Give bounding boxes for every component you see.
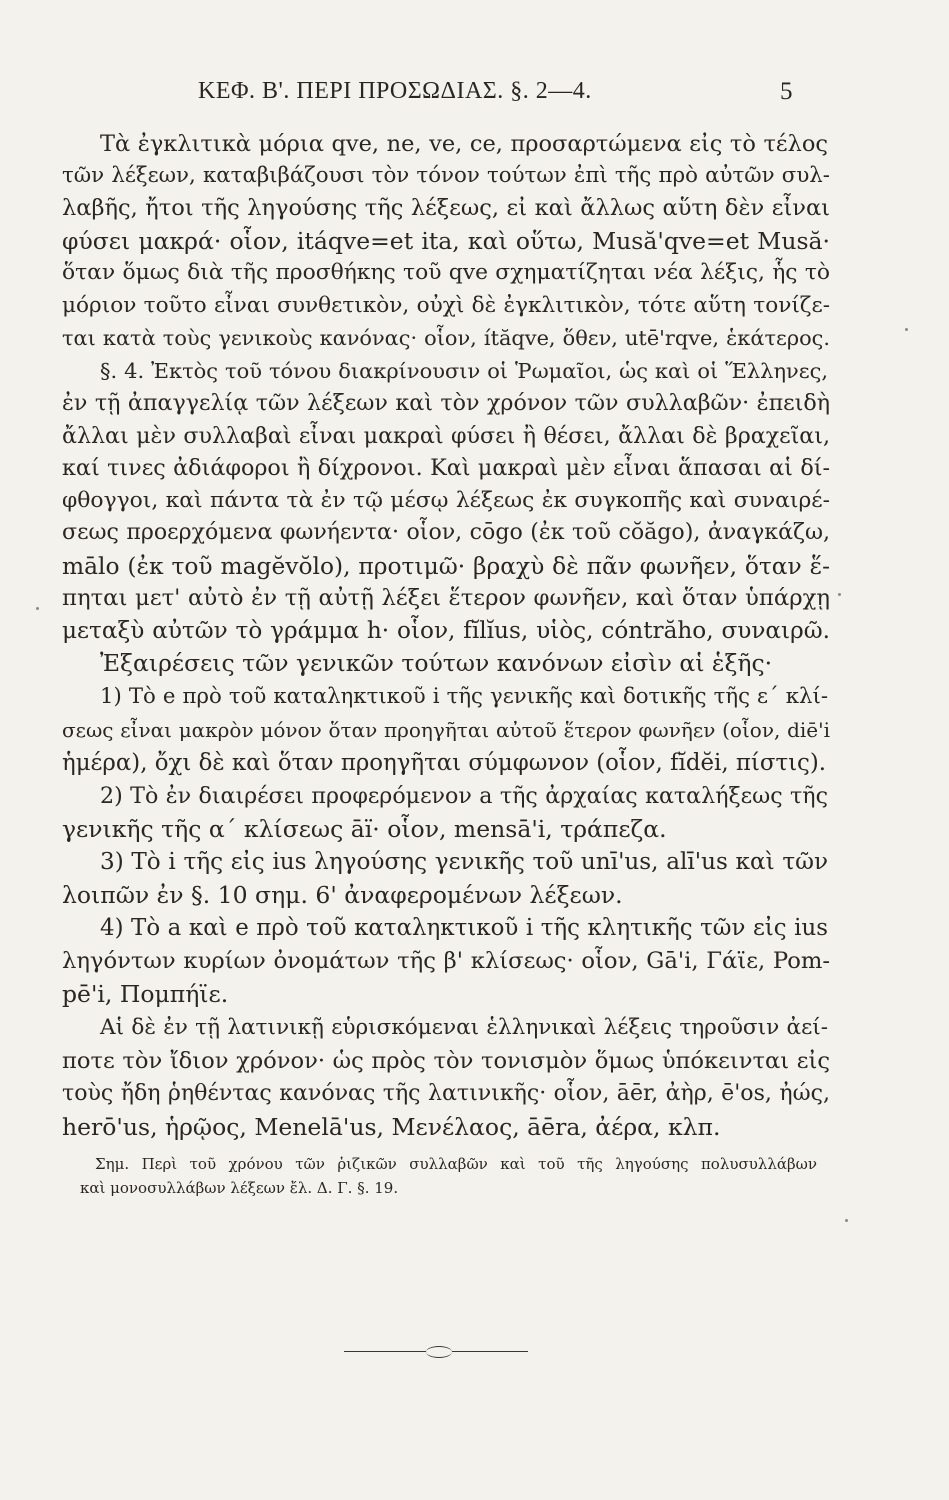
paragraph-line: ται κατὰ τοὺς γενικοὺς κανόνας· οἷον, ítăqve, ὅθεν, utē'rqve, ἑκάτερος. [62,326,830,350]
section-4-heading-line: §. 4. Ἐκτὸς τοῦ τόνου διακρίνουσιν οἱ Ῥωμαῖοι, ὡς καὶ οἱ Ἕλληνες, [100,359,828,383]
rule-left-bar [344,1351,426,1352]
rule-1-line: 1) Τὸ e πρὸ τοῦ καταληκτικοῦ i τῆς γενικῆς καὶ δοτικῆς τῆς ε΄ κλί- [100,684,828,709]
page-number: 5 [780,78,793,105]
footnote-line: καὶ μονοσυλλάβων λέξεων ἔλ. Δ. Γ. §. 19. [80,1179,399,1197]
paragraph-line: ἡμέρα), ὄχι δὲ καὶ ὅταν προηγῆται σύμφωνον (οἷον, fĭdĕi, πίστις). [62,750,827,776]
paragraph-line: φύσει μακρά· οἷον, itáqve=et ita, καὶ οὕτω, Musă'qve=et Musă· [62,227,830,255]
paragraph-line: πηται μετ' αὐτὸ ἐν τῇ αὐτῇ λέξει ἕτερον φωνῆεν, καὶ ὅταν ὑπάρχῃ [62,585,830,611]
ornamental-rule [344,1345,528,1357]
page-header [0,78,949,118]
paragraph-line: herō'us, ἡρῷος, Menelā'us, Μενέλαος, āēra, ἀέρα, κλπ. [62,1113,721,1141]
paragraph-line: mālo (ἐκ τοῦ magĕvŏlo), προτιμῶ· βραχὺ δὲ πᾶν φωνῆεν, ὅταν ἕ- [62,552,830,580]
paragraph-line: Τὰ ἐγκλιτικὰ μόρια qve, ne, ve, ce, προσαρτώμενα εἰς τὸ τέλος [100,131,828,157]
paper-speck [905,328,908,331]
paragraph-line: σεως προερχόμενα φωνήεντα· οἷον, cōgo (ἐκ τοῦ cŏăgo), ἀναγκάζω, [62,520,830,545]
rule-4-line: 4) Τὸ a καὶ e πρὸ τοῦ καταληκτικοῦ i τῆς κλητικῆς τῶν εἰς ius [100,915,828,941]
paragraph-line: ὅταν ὅμως διὰ τῆς προσθήκης τοῦ qve σχηματίζηται νέα λέξις, ἧς τὸ [62,260,830,285]
paper-speck [845,1219,848,1222]
paragraph-line: καί τινες ἀδιάφοροι ἢ δίχρονοι. Καὶ μακραὶ μὲν εἶναι ἅπασαι αἱ δί- [62,455,830,481]
paragraph-line: λοιπῶν ἐν §. 10 σημ. 6' ἀναφερομένων λέξεων. [62,881,623,909]
paragraph-line: μεταξὺ αὐτῶν τὸ γράμμα h· οἷον, fĭlĭus, υἱὸς, cóntrăho, συναιρῶ. [62,617,830,644]
paragraph-line: σεως εἶναι μακρὸν μόνον ὅταν προηγῆται αὐτοῦ ἕτερον φωνῆεν (οἷον, diē'i [62,718,830,742]
paragraph-line: ἐν τῇ ἀπαγγελίᾳ τῶν λέξεων καὶ τὸν χρόνον τῶν συλλαβῶν· ἐπειδὴ [62,390,830,416]
footnote-line: Σημ. Περὶ τοῦ χρόνου τῶν ῥιζικῶν συλλαβῶν καὶ τοῦ τῆς ληγούσης πολυσυλλάβων [95,1155,817,1173]
paragraph-line: ἄλλαι μὲν συλλαβαὶ εἶναι μακραὶ φύσει ἢ θέσει, ἄλλαι δὲ βραχεῖαι, [62,423,830,449]
paragraph-line: ποτε τὸν ἴδιον χρόνον· ὡς πρὸς τὸν τονισμὸν ὅμως ὑπόκεινται εἰς [62,1048,830,1074]
paragraph-line: pē'i, Πομπήϊε. [62,980,229,1008]
rule-ornament-icon [426,1346,452,1358]
paper-speck [838,593,841,596]
paragraph-line: ληγόντων κυρίων ὀνομάτων τῆς β' κλίσεως· οἷον, Gā'i, Γάϊε, Pom- [62,948,830,974]
rule-2-line: 2) Τὸ ἐν διαιρέσει προφερόμενον a τῆς ἀρχαίας καταλήξεως τῆς [100,783,828,809]
paper-speck [36,607,39,610]
paragraph-line: φθογγοι, καὶ πάντα τὰ ἐν τῷ μέσῳ λέξεως ἐκ συγκοπῆς καὶ συναιρέ- [62,488,830,513]
paragraph-line: γενικῆς τῆς α΄ κλίσεως āï· οἷον, mensā'i, τράπεζα. [62,815,667,843]
paragraph-line: τοὺς ἤδη ῥηθέντας κανόνας τῆς λατινικῆς· οἷον, āēr, ἀὴρ, ē'os, ἠώς, [62,1081,830,1106]
paragraph-line: μόριον τοῦτο εἶναι συνθετικὸν, οὐχὶ δὲ ἐγκλιτικὸν, τότε αὕτη τονίζε- [62,293,830,318]
paragraph-line: τῶν λέξεων, καταβιβάζουσι τὸν τόνον τούτων ἐπὶ τῆς πρὸ αὐτῶν συλ- [62,163,830,188]
paragraph-line: λαβῆς, ἤτοι τῆς ληγούσης τῆς λέξεως, εἰ καὶ ἄλλως αὕτη δὲν εἶναι [62,195,830,221]
rule-3-line: 3) Τὸ i τῆς εἰς ius ληγούσης γενικῆς τοῦ unī'us, alī'us καὶ τῶν [100,849,828,875]
paragraph-line: Αἱ δὲ ἐν τῇ λατινικῇ εὑρισκόμεναι ἑλληνικαὶ λέξεις τηροῦσιν ἀεί- [100,1015,828,1040]
paragraph-line: Ἐξαιρέσεις τῶν γενικῶν τούτων κανόνων εἰσὶν αἱ ἑξῆς· [100,649,773,677]
rule-right-bar [452,1351,528,1352]
running-head: ΚΕΦ. Β'. ΠΕΡΙ ΠΡΟΣΩΔΙΑΣ. §. 2—4. [198,78,592,104]
